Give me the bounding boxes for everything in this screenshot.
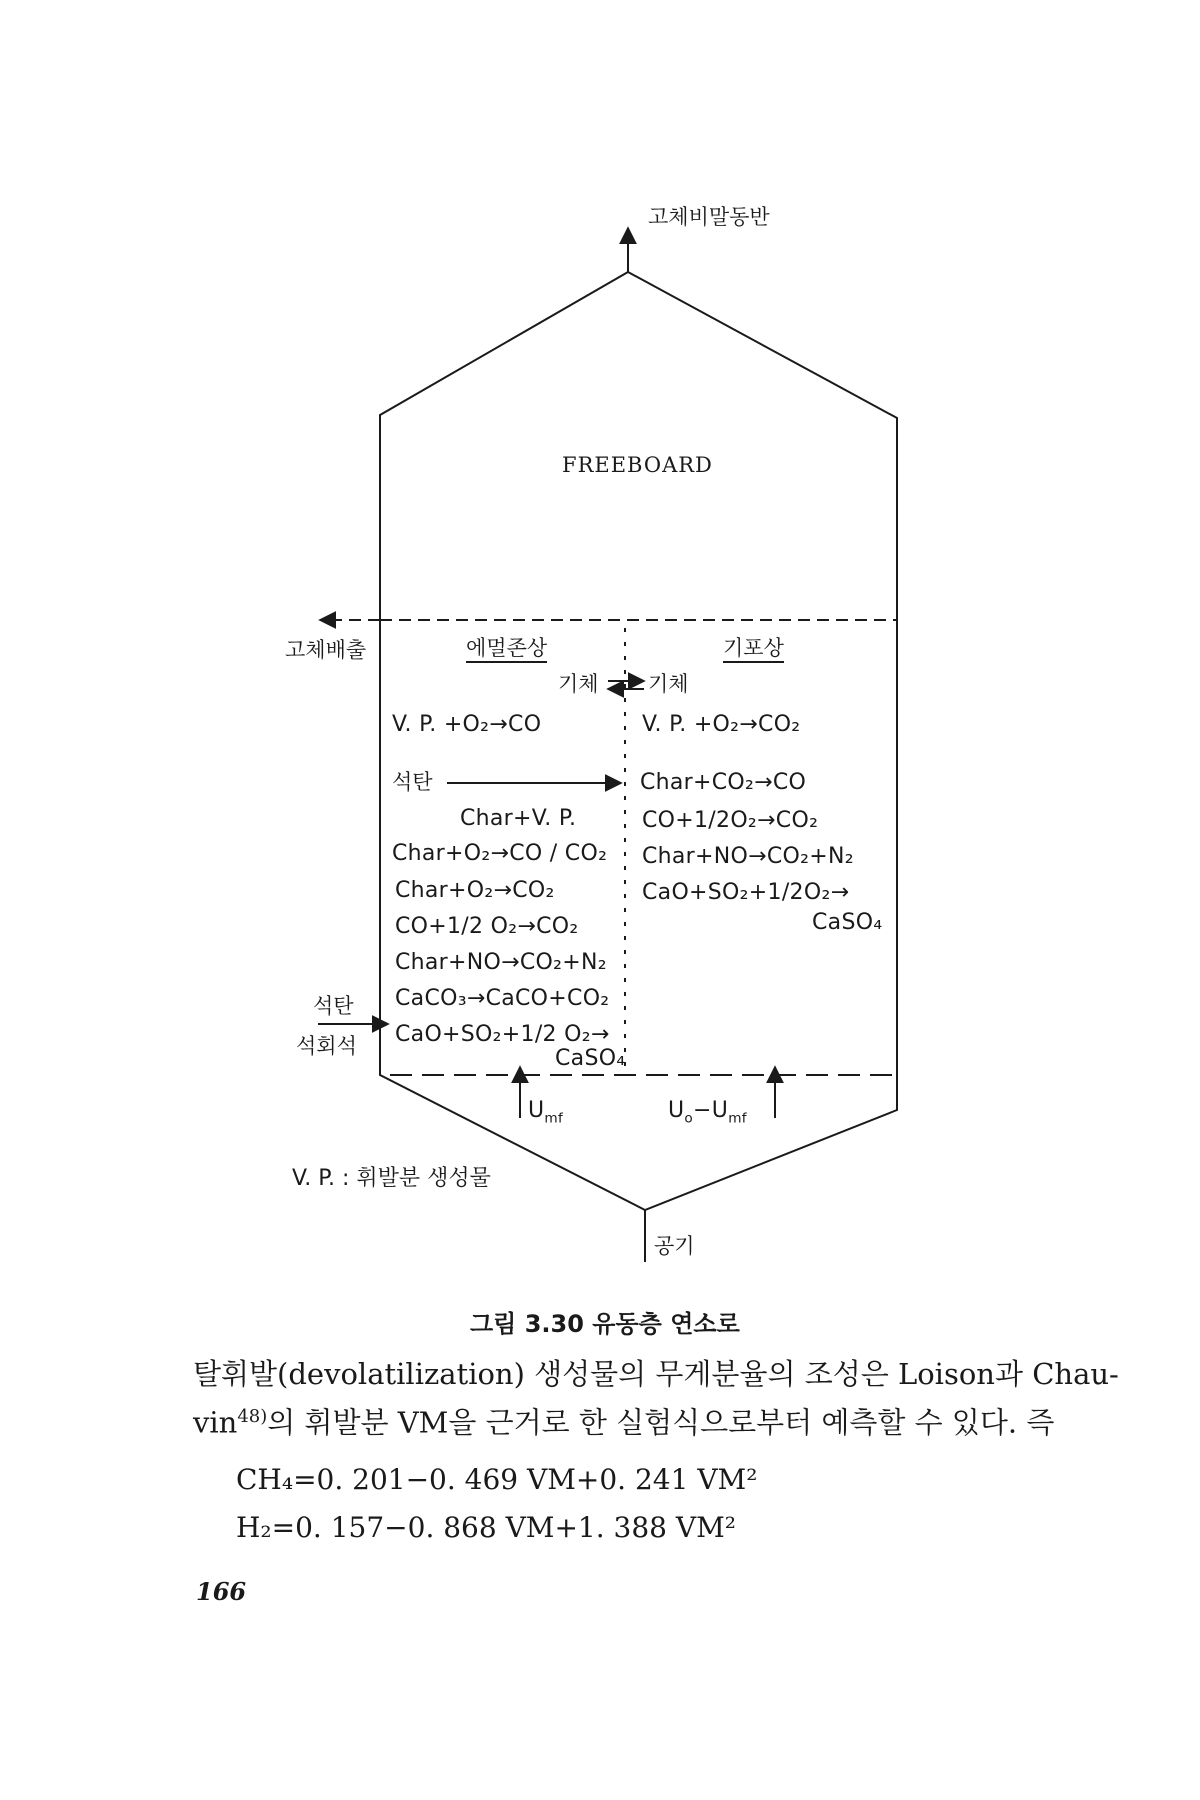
bubble-reaction: CaSO₄ [812, 910, 883, 935]
emulsion-reaction: CaSO₄ [555, 1046, 626, 1071]
coal-feed-label: 석탄 [313, 994, 354, 1018]
gas-right-label: 기체 [648, 672, 689, 696]
freeboard-label: FREEBOARD [562, 453, 713, 477]
emulsion-reaction: CaCO₃→CaCO+CO₂ [395, 986, 610, 1011]
emulsion-reaction: Char+O₂→CO₂ [395, 878, 555, 903]
emulsion-reaction: Char+NO→CO₂+N₂ [395, 950, 607, 975]
bubble-phase-label: 기포상 [723, 638, 784, 663]
vp-legend: V. P. : 휘발분 생성물 [292, 1166, 491, 1191]
emulsion-reaction: CO+1/2 O₂→CO₂ [395, 914, 579, 939]
bubble-reaction: CaO+SO₂+1/2O₂→ [642, 880, 850, 905]
bubble-reaction: V. P. +O₂→CO₂ [642, 712, 801, 737]
figure-caption: 그림 3.30 유동층 연소로 [470, 1310, 740, 1338]
air-label: 공기 [654, 1234, 695, 1258]
bubble-reaction: Char+CO₂→CO [640, 770, 807, 795]
emulsion-phase-label: 에멀존상 [466, 638, 547, 663]
limestone-feed-label: 석회석 [296, 1034, 357, 1058]
reactor-outline [380, 272, 897, 1210]
emulsion-reaction: Char+V. P. [460, 806, 577, 831]
emulsion-reaction: CaO+SO₂+1/2 O₂→ [395, 1022, 610, 1047]
coal-arrow-label: 석탄 [392, 770, 433, 794]
formula-ch4: CH₄=0. 201−0. 469 VM+0. 241 VM² [236, 1463, 758, 1496]
solid-discharge-label: 고체배출 [285, 638, 367, 662]
entrainment-label: 고체비말동반 [648, 205, 770, 229]
umf-label: $U_{mf}$ [528, 1098, 564, 1127]
bubble-reaction: Char+NO→CO₂+N₂ [642, 844, 854, 869]
body-line-1: 탈휘발(devolatilization) 생성물의 무게분율의 조성은 Loison과 Chau- [193, 1357, 1119, 1391]
emulsion-reaction: V. P. +O₂→CO [392, 712, 542, 737]
body-line-2: vin$^{48)}$의 휘발분 VM을 근거로 한 실험식으로부터 예측할 수 있다. 즉 [193, 1405, 1055, 1440]
formula-h2: H₂=0. 157−0. 868 VM+1. 388 VM² [236, 1511, 737, 1544]
page-number: 166 [196, 1577, 247, 1606]
bubble-reaction: CO+1/2O₂→CO₂ [642, 808, 819, 833]
gas-left-label: 기체 [558, 672, 599, 696]
uo-umf-label: $U_o-U_{mf}$ [668, 1098, 747, 1127]
emulsion-reaction: Char+O₂→CO / CO₂ [392, 841, 608, 866]
